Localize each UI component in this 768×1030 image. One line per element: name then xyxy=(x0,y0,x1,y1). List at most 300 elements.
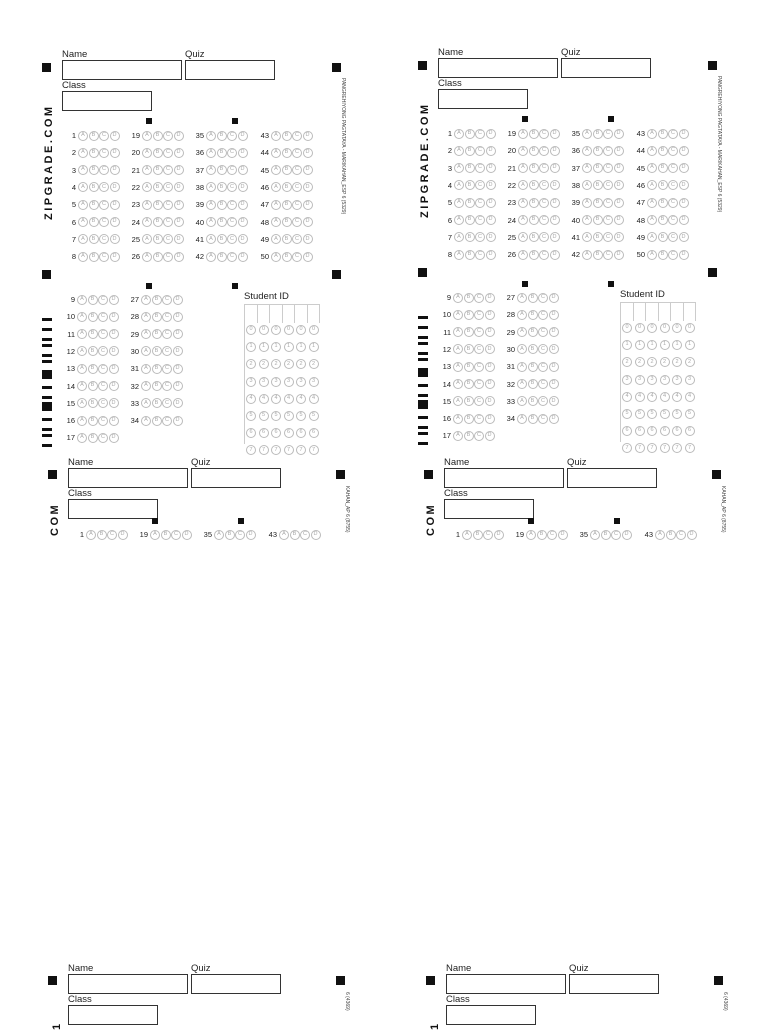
id-digit-bubble[interactable]: 6 xyxy=(259,428,269,438)
answer-bubble[interactable]: A xyxy=(142,131,152,141)
answer-bubble[interactable]: B xyxy=(465,215,475,225)
answer-bubble[interactable]: B xyxy=(282,182,292,192)
answer-bubble[interactable]: D xyxy=(238,165,248,175)
answer-bubble[interactable]: A xyxy=(78,131,88,141)
answer-bubble[interactable]: D xyxy=(173,381,183,391)
id-digit-bubble[interactable]: 2 xyxy=(672,357,682,367)
answer-bubble[interactable]: A xyxy=(647,129,657,139)
answer-bubble[interactable]: C xyxy=(474,431,484,441)
answer-bubble[interactable]: D xyxy=(110,131,120,141)
answer-bubble[interactable]: B xyxy=(593,232,603,242)
answer-bubble[interactable]: A xyxy=(454,146,464,156)
answer-bubble[interactable]: B xyxy=(152,346,162,356)
id-digit-bubble[interactable]: 7 xyxy=(647,443,657,453)
answer-bubble[interactable]: C xyxy=(611,530,621,540)
answer-bubble[interactable]: A xyxy=(78,234,88,244)
answer-bubble[interactable]: B xyxy=(593,180,603,190)
answer-bubble[interactable]: C xyxy=(474,310,484,320)
answer-bubble[interactable]: C xyxy=(292,165,302,175)
answer-bubble[interactable]: D xyxy=(109,346,119,356)
answer-bubble[interactable]: B xyxy=(217,200,227,210)
id-digit-bubble[interactable]: 5 xyxy=(672,409,682,419)
answer-bubble[interactable]: C xyxy=(474,293,484,303)
answer-bubble[interactable]: B xyxy=(464,396,474,406)
id-digit-bubble[interactable]: 1 xyxy=(685,340,695,350)
answer-bubble[interactable]: B xyxy=(153,200,163,210)
answer-bubble[interactable]: B xyxy=(88,416,98,426)
answer-bubble[interactable]: C xyxy=(99,234,109,244)
id-digit-bubble[interactable]: 7 xyxy=(672,443,682,453)
answer-bubble[interactable]: B xyxy=(601,530,611,540)
id-digit-bubble[interactable]: 1 xyxy=(672,340,682,350)
id-digit-bubble[interactable]: 5 xyxy=(647,409,657,419)
answer-bubble[interactable]: D xyxy=(118,530,128,540)
answer-bubble[interactable]: D xyxy=(303,217,313,227)
id-digit-bubble[interactable]: 2 xyxy=(660,357,670,367)
answer-bubble[interactable]: C xyxy=(538,293,548,303)
answer-bubble[interactable]: A xyxy=(526,530,536,540)
answer-bubble[interactable]: D xyxy=(246,530,256,540)
answer-bubble[interactable]: D xyxy=(303,148,313,158)
answer-bubble[interactable]: C xyxy=(603,146,613,156)
id-digit-bubble[interactable]: 1 xyxy=(259,342,269,352)
answer-bubble[interactable]: A xyxy=(582,198,592,208)
answer-bubble[interactable]: B xyxy=(464,362,474,372)
answer-bubble[interactable]: D xyxy=(549,293,559,303)
id-digit-bubble[interactable]: 5 xyxy=(246,411,256,421)
id-digit-bubble[interactable]: 6 xyxy=(284,428,294,438)
answer-bubble[interactable]: D xyxy=(679,163,689,173)
answer-bubble[interactable]: B xyxy=(89,182,99,192)
answer-bubble[interactable]: D xyxy=(549,310,559,320)
answer-bubble[interactable]: A xyxy=(517,414,527,424)
id-digit-bubble[interactable]: 6 xyxy=(309,428,319,438)
answer-bubble[interactable]: C xyxy=(475,163,485,173)
answer-bubble[interactable]: D xyxy=(549,414,559,424)
id-digit-bubble[interactable]: 3 xyxy=(635,375,645,385)
answer-bubble[interactable]: C xyxy=(474,362,484,372)
answer-bubble[interactable]: B xyxy=(528,379,538,389)
answer-bubble[interactable]: A xyxy=(647,215,657,225)
answer-bubble[interactable]: C xyxy=(475,129,485,139)
answer-bubble[interactable]: C xyxy=(474,379,484,389)
answer-bubble[interactable]: A xyxy=(517,362,527,372)
answer-bubble[interactable]: D xyxy=(486,232,496,242)
answer-bubble[interactable]: B xyxy=(528,362,538,372)
answer-bubble[interactable]: C xyxy=(99,252,109,262)
answer-bubble[interactable]: A xyxy=(271,165,281,175)
answer-bubble[interactable]: C xyxy=(539,198,549,208)
id-digit-bubble[interactable]: 1 xyxy=(284,342,294,352)
answer-bubble[interactable]: C xyxy=(538,310,548,320)
answer-bubble[interactable]: A xyxy=(271,182,281,192)
answer-bubble[interactable]: A xyxy=(454,250,464,260)
answer-bubble[interactable]: D xyxy=(614,163,624,173)
answer-bubble[interactable]: A xyxy=(78,148,88,158)
answer-bubble[interactable]: D xyxy=(303,165,313,175)
id-digit-bubble[interactable]: 0 xyxy=(259,325,269,335)
answer-bubble[interactable]: A xyxy=(454,232,464,242)
id-digit-bubble[interactable]: 6 xyxy=(622,426,632,436)
answer-bubble[interactable]: A xyxy=(206,182,216,192)
answer-bubble[interactable]: A xyxy=(77,346,87,356)
answer-bubble[interactable]: B xyxy=(152,398,162,408)
answer-bubble[interactable]: A xyxy=(142,234,152,244)
answer-bubble[interactable]: D xyxy=(238,234,248,244)
answer-bubble[interactable]: B xyxy=(464,327,474,337)
answer-bubble[interactable]: B xyxy=(465,163,475,173)
answer-bubble[interactable]: C xyxy=(475,180,485,190)
answer-bubble[interactable]: C xyxy=(668,198,678,208)
answer-bubble[interactable]: A xyxy=(454,180,464,190)
id-digit-bubble[interactable]: 6 xyxy=(660,426,670,436)
class-field[interactable] xyxy=(68,1005,158,1025)
answer-bubble[interactable]: A xyxy=(647,146,657,156)
answer-bubble[interactable]: D xyxy=(174,200,184,210)
answer-bubble[interactable]: C xyxy=(539,250,549,260)
answer-bubble[interactable]: B xyxy=(282,131,292,141)
answer-bubble[interactable]: A xyxy=(142,217,152,227)
answer-bubble[interactable]: C xyxy=(539,146,549,156)
answer-bubble[interactable]: C xyxy=(162,381,172,391)
answer-bubble[interactable]: A xyxy=(141,398,151,408)
id-digit-bubble[interactable]: 5 xyxy=(296,411,306,421)
id-digit-bubble[interactable]: 3 xyxy=(660,375,670,385)
answer-bubble[interactable]: D xyxy=(550,215,560,225)
answer-bubble[interactable]: D xyxy=(485,310,495,320)
answer-bubble[interactable]: B xyxy=(153,165,163,175)
answer-bubble[interactable]: D xyxy=(110,148,120,158)
answer-bubble[interactable]: C xyxy=(99,131,109,141)
answer-bubble[interactable]: B xyxy=(217,165,227,175)
name-field[interactable] xyxy=(446,974,566,994)
id-digit-bubble[interactable]: 5 xyxy=(271,411,281,421)
answer-bubble[interactable]: B xyxy=(658,180,668,190)
answer-bubble[interactable]: B xyxy=(153,234,163,244)
answer-bubble[interactable]: B xyxy=(217,148,227,158)
id-digit-bubble[interactable]: 3 xyxy=(296,377,306,387)
answer-bubble[interactable]: C xyxy=(292,252,302,262)
answer-bubble[interactable]: D xyxy=(109,398,119,408)
answer-bubble[interactable]: A xyxy=(582,129,592,139)
id-digit-bubble[interactable]: 4 xyxy=(660,392,670,402)
answer-bubble[interactable]: D xyxy=(550,198,560,208)
answer-bubble[interactable]: D xyxy=(614,146,624,156)
id-digit-bubble[interactable]: 4 xyxy=(622,392,632,402)
answer-bubble[interactable]: C xyxy=(162,346,172,356)
answer-bubble[interactable]: D xyxy=(486,198,496,208)
id-digit-bubble[interactable]: 0 xyxy=(271,325,281,335)
answer-bubble[interactable]: D xyxy=(311,530,321,540)
answer-bubble[interactable]: D xyxy=(622,530,632,540)
answer-bubble[interactable]: D xyxy=(485,327,495,337)
answer-bubble[interactable]: C xyxy=(668,180,678,190)
answer-bubble[interactable]: A xyxy=(518,163,528,173)
id-digit-bubble[interactable]: 3 xyxy=(271,377,281,387)
id-digit-bubble[interactable]: 6 xyxy=(271,428,281,438)
id-digit-bubble[interactable]: 4 xyxy=(259,394,269,404)
answer-bubble[interactable]: C xyxy=(603,163,613,173)
answer-bubble[interactable]: D xyxy=(494,530,504,540)
answer-bubble[interactable]: C xyxy=(99,165,109,175)
answer-bubble[interactable]: B xyxy=(593,250,603,260)
answer-bubble[interactable]: A xyxy=(590,530,600,540)
answer-bubble[interactable]: A xyxy=(517,396,527,406)
answer-bubble[interactable]: B xyxy=(89,148,99,158)
answer-bubble[interactable]: A xyxy=(78,200,88,210)
answer-bubble[interactable]: C xyxy=(99,217,109,227)
answer-bubble[interactable]: D xyxy=(238,131,248,141)
answer-bubble[interactable]: A xyxy=(78,165,88,175)
answer-bubble[interactable]: D xyxy=(679,198,689,208)
answer-bubble[interactable]: A xyxy=(141,329,151,339)
answer-bubble[interactable]: D xyxy=(238,182,248,192)
name-field[interactable] xyxy=(444,468,564,488)
id-digit-bubble[interactable]: 7 xyxy=(622,443,632,453)
answer-bubble[interactable]: C xyxy=(539,180,549,190)
id-digit-bubble[interactable]: 7 xyxy=(296,445,306,455)
class-field[interactable] xyxy=(446,1005,536,1025)
answer-bubble[interactable]: A xyxy=(453,344,463,354)
answer-bubble[interactable]: A xyxy=(518,129,528,139)
answer-bubble[interactable]: C xyxy=(538,362,548,372)
id-digit-bubble[interactable]: 5 xyxy=(635,409,645,419)
answer-bubble[interactable]: B xyxy=(465,129,475,139)
quiz-field[interactable] xyxy=(191,468,281,488)
answer-bubble[interactable]: A xyxy=(206,217,216,227)
answer-bubble[interactable]: D xyxy=(173,416,183,426)
answer-bubble[interactable]: D xyxy=(485,414,495,424)
answer-bubble[interactable]: B xyxy=(97,530,107,540)
answer-bubble[interactable]: B xyxy=(88,312,98,322)
id-digit-bubble[interactable]: 2 xyxy=(309,359,319,369)
answer-bubble[interactable]: A xyxy=(142,165,152,175)
id-digit-bubble[interactable]: 2 xyxy=(271,359,281,369)
id-digit-bubble[interactable]: 6 xyxy=(246,428,256,438)
quiz-field[interactable] xyxy=(561,58,651,78)
answer-bubble[interactable]: B xyxy=(465,198,475,208)
id-digit-bubble[interactable]: 1 xyxy=(647,340,657,350)
id-digit-bubble[interactable]: 0 xyxy=(296,325,306,335)
answer-bubble[interactable]: C xyxy=(603,250,613,260)
answer-bubble[interactable]: B xyxy=(658,250,668,260)
answer-bubble[interactable]: B xyxy=(529,180,539,190)
id-digit-bubble[interactable]: 3 xyxy=(672,375,682,385)
answer-bubble[interactable]: D xyxy=(550,180,560,190)
answer-bubble[interactable]: B xyxy=(282,200,292,210)
answer-bubble[interactable]: B xyxy=(153,131,163,141)
answer-bubble[interactable]: C xyxy=(475,198,485,208)
id-digit-bubble[interactable]: 5 xyxy=(660,409,670,419)
answer-bubble[interactable]: C xyxy=(235,530,245,540)
answer-bubble[interactable]: A xyxy=(142,200,152,210)
answer-bubble[interactable]: A xyxy=(142,252,152,262)
answer-bubble[interactable]: B xyxy=(153,148,163,158)
answer-bubble[interactable]: C xyxy=(171,530,181,540)
answer-bubble[interactable]: B xyxy=(658,215,668,225)
answer-bubble[interactable]: A xyxy=(454,163,464,173)
answer-bubble[interactable]: D xyxy=(303,234,313,244)
answer-bubble[interactable]: C xyxy=(603,198,613,208)
answer-bubble[interactable]: A xyxy=(141,364,151,374)
answer-bubble[interactable]: A xyxy=(141,346,151,356)
answer-bubble[interactable]: C xyxy=(668,232,678,242)
answer-bubble[interactable]: A xyxy=(518,198,528,208)
id-digit-bubble[interactable]: 4 xyxy=(685,392,695,402)
answer-bubble[interactable]: D xyxy=(109,312,119,322)
id-digit-bubble[interactable]: 0 xyxy=(647,323,657,333)
answer-bubble[interactable]: C xyxy=(483,530,493,540)
answer-bubble[interactable]: C xyxy=(163,182,173,192)
answer-bubble[interactable]: B xyxy=(529,129,539,139)
answer-bubble[interactable]: B xyxy=(529,146,539,156)
answer-bubble[interactable]: D xyxy=(174,217,184,227)
answer-bubble[interactable]: B xyxy=(161,530,171,540)
answer-bubble[interactable]: D xyxy=(110,252,120,262)
answer-bubble[interactable]: B xyxy=(225,530,235,540)
answer-bubble[interactable]: B xyxy=(88,295,98,305)
answer-bubble[interactable]: A xyxy=(454,129,464,139)
name-field[interactable] xyxy=(62,60,182,80)
id-digit-bubble[interactable]: 5 xyxy=(685,409,695,419)
id-digit-bubble[interactable]: 3 xyxy=(309,377,319,387)
answer-bubble[interactable]: B xyxy=(528,293,538,303)
answer-bubble[interactable]: B xyxy=(217,252,227,262)
answer-bubble[interactable]: D xyxy=(549,327,559,337)
id-digit-bubble[interactable]: 3 xyxy=(259,377,269,387)
answer-bubble[interactable]: C xyxy=(162,364,172,374)
answer-bubble[interactable]: C xyxy=(163,217,173,227)
id-digit-bubble[interactable]: 5 xyxy=(622,409,632,419)
answer-bubble[interactable]: B xyxy=(88,433,98,443)
answer-bubble[interactable]: A xyxy=(582,163,592,173)
id-digit-bubble[interactable]: 1 xyxy=(271,342,281,352)
answer-bubble[interactable]: B xyxy=(658,146,668,156)
answer-bubble[interactable]: B xyxy=(528,344,538,354)
id-digit-bubble[interactable]: 3 xyxy=(622,375,632,385)
answer-bubble[interactable]: C xyxy=(292,234,302,244)
answer-bubble[interactable]: C xyxy=(538,344,548,354)
answer-bubble[interactable]: C xyxy=(474,344,484,354)
answer-bubble[interactable]: B xyxy=(89,252,99,262)
id-digit-bubble[interactable]: 5 xyxy=(309,411,319,421)
answer-bubble[interactable]: B xyxy=(282,234,292,244)
answer-bubble[interactable]: B xyxy=(593,215,603,225)
answer-bubble[interactable]: B xyxy=(89,217,99,227)
answer-bubble[interactable]: C xyxy=(292,131,302,141)
answer-bubble[interactable]: C xyxy=(292,200,302,210)
answer-bubble[interactable]: B xyxy=(529,250,539,260)
answer-bubble[interactable]: A xyxy=(517,293,527,303)
answer-bubble[interactable]: D xyxy=(303,200,313,210)
answer-bubble[interactable]: C xyxy=(98,416,108,426)
answer-bubble[interactable]: A xyxy=(78,182,88,192)
answer-bubble[interactable]: B xyxy=(473,530,483,540)
id-digit-bubble[interactable]: 0 xyxy=(685,323,695,333)
answer-bubble[interactable]: B xyxy=(465,180,475,190)
answer-bubble[interactable]: A xyxy=(517,344,527,354)
answer-bubble[interactable]: B xyxy=(290,530,300,540)
answer-bubble[interactable]: B xyxy=(89,234,99,244)
answer-bubble[interactable]: B xyxy=(152,364,162,374)
answer-bubble[interactable]: C xyxy=(474,414,484,424)
answer-bubble[interactable]: B xyxy=(465,146,475,156)
answer-bubble[interactable]: B xyxy=(217,234,227,244)
id-digit-bubble[interactable]: 0 xyxy=(660,323,670,333)
answer-bubble[interactable]: C xyxy=(98,433,108,443)
answer-bubble[interactable]: C xyxy=(475,232,485,242)
answer-bubble[interactable]: A xyxy=(462,530,472,540)
answer-bubble[interactable]: C xyxy=(538,379,548,389)
id-digit-bubble[interactable]: 7 xyxy=(271,445,281,455)
answer-bubble[interactable]: B xyxy=(528,396,538,406)
answer-bubble[interactable]: C xyxy=(603,129,613,139)
answer-bubble[interactable]: A xyxy=(655,530,665,540)
answer-bubble[interactable]: C xyxy=(474,396,484,406)
class-field[interactable] xyxy=(438,89,528,109)
answer-bubble[interactable]: C xyxy=(668,163,678,173)
answer-bubble[interactable]: D xyxy=(109,381,119,391)
answer-bubble[interactable]: A xyxy=(77,329,87,339)
answer-bubble[interactable]: C xyxy=(98,329,108,339)
answer-bubble[interactable]: C xyxy=(98,381,108,391)
answer-bubble[interactable]: A xyxy=(453,362,463,372)
answer-bubble[interactable]: B xyxy=(88,346,98,356)
answer-bubble[interactable]: A xyxy=(518,232,528,242)
answer-bubble[interactable]: B xyxy=(282,165,292,175)
answer-bubble[interactable]: A xyxy=(453,379,463,389)
answer-bubble[interactable]: D xyxy=(174,165,184,175)
answer-bubble[interactable]: B xyxy=(593,146,603,156)
answer-bubble[interactable]: B xyxy=(529,215,539,225)
answer-bubble[interactable]: D xyxy=(485,431,495,441)
answer-bubble[interactable]: D xyxy=(485,396,495,406)
answer-bubble[interactable]: A xyxy=(517,310,527,320)
id-digit-bubble[interactable]: 3 xyxy=(647,375,657,385)
id-digit-bubble[interactable]: 4 xyxy=(271,394,281,404)
answer-bubble[interactable]: C xyxy=(98,295,108,305)
answer-bubble[interactable]: A xyxy=(271,252,281,262)
answer-bubble[interactable]: B xyxy=(282,148,292,158)
answer-bubble[interactable]: D xyxy=(549,396,559,406)
quiz-field[interactable] xyxy=(185,60,275,80)
answer-bubble[interactable]: A xyxy=(77,312,87,322)
answer-bubble[interactable]: C xyxy=(163,200,173,210)
answer-bubble[interactable]: A xyxy=(453,431,463,441)
id-digit-bubble[interactable]: 2 xyxy=(296,359,306,369)
answer-bubble[interactable]: C xyxy=(475,250,485,260)
answer-bubble[interactable]: A xyxy=(78,217,88,227)
id-digit-bubble[interactable]: 4 xyxy=(296,394,306,404)
answer-bubble[interactable]: B xyxy=(529,198,539,208)
answer-bubble[interactable]: C xyxy=(292,182,302,192)
answer-bubble[interactable]: B xyxy=(217,182,227,192)
answer-bubble[interactable]: C xyxy=(98,398,108,408)
answer-bubble[interactable]: B xyxy=(658,198,668,208)
answer-bubble[interactable]: D xyxy=(174,252,184,262)
answer-bubble[interactable]: C xyxy=(107,530,117,540)
answer-bubble[interactable]: A xyxy=(454,215,464,225)
answer-bubble[interactable]: D xyxy=(173,398,183,408)
answer-bubble[interactable]: D xyxy=(486,215,496,225)
answer-bubble[interactable]: A xyxy=(647,163,657,173)
answer-bubble[interactable]: B xyxy=(152,416,162,426)
answer-bubble[interactable]: B xyxy=(152,312,162,322)
answer-bubble[interactable]: C xyxy=(668,146,678,156)
answer-bubble[interactable]: B xyxy=(152,295,162,305)
answer-bubble[interactable]: A xyxy=(279,530,289,540)
answer-bubble[interactable]: C xyxy=(99,200,109,210)
